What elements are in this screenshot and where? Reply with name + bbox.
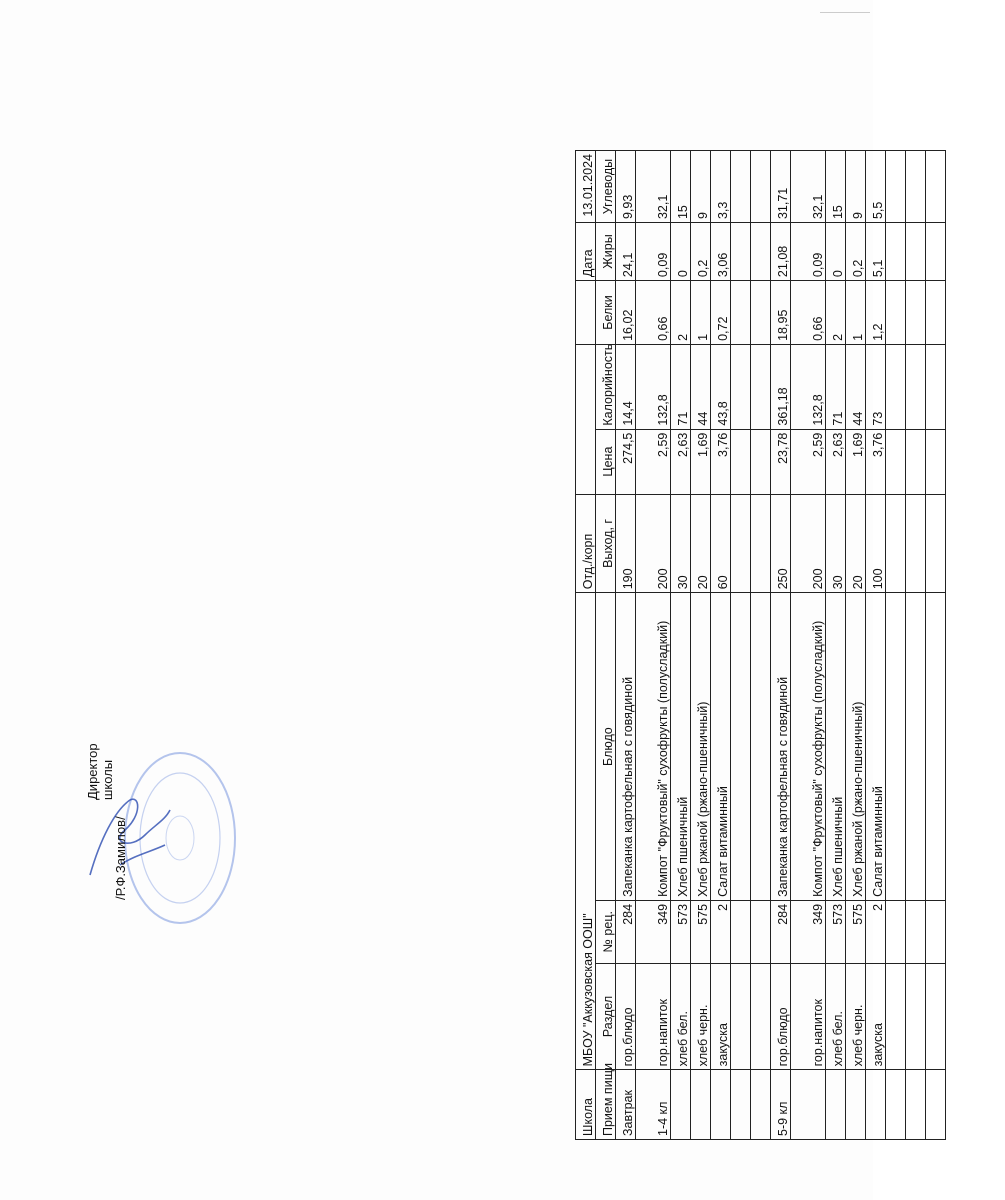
school-label: Школа: [576, 1070, 596, 1140]
cell-price: 3,76: [866, 429, 886, 494]
director-title: Директор школы: [85, 743, 115, 800]
cell-recipe: 2: [866, 900, 886, 963]
table-row: [866, 151, 886, 1140]
cell-calories: 361,18: [771, 344, 791, 429]
cell-output: 60: [711, 494, 731, 593]
cell-recipe: 284: [616, 900, 636, 963]
menu-table-container: [575, 150, 1005, 1140]
cell-dish: Запеканка картофельная с говядиной: [771, 593, 791, 901]
cell-calories: 44: [846, 344, 866, 429]
cell-dish: Хлеб ржаной (ржано-пшеничный): [846, 593, 866, 901]
cell-dish: Запеканка картофельная с говядиной: [616, 593, 636, 901]
menu-table: [575, 150, 946, 1140]
cell-section: закуска: [711, 963, 731, 1070]
cell-dish: Салат витаминный: [711, 593, 731, 901]
cell-output: 30: [671, 494, 691, 593]
cell-carbs: 32,1: [791, 151, 826, 223]
cell-carbs: 32,1: [636, 151, 671, 223]
empty-cell: [866, 1070, 886, 1140]
cell-fat: 0,09: [636, 223, 671, 281]
empty-cell: [826, 1070, 846, 1140]
cell-section: гор.напиток: [636, 963, 671, 1070]
empty-row: [886, 151, 906, 1140]
cell-calories: 71: [671, 344, 691, 429]
cell-recipe: 2: [711, 900, 731, 963]
col-recipe: № рец.: [596, 900, 616, 963]
cell-price: 1,69: [691, 429, 711, 494]
cell-dish: Салат витаминный: [866, 593, 886, 901]
cell-recipe: 349: [791, 900, 826, 963]
cell-dish: Хлеб ржаной (ржано-пшеничный): [691, 593, 711, 901]
cell-section: гор.блюдо: [616, 963, 636, 1070]
column-header-row: [596, 151, 616, 1140]
cell-output: 190: [616, 494, 636, 593]
cell-recipe: 573: [826, 900, 846, 963]
cell-calories: 44: [691, 344, 711, 429]
cell-fat: 0,2: [691, 223, 711, 281]
cell-calories: 43,8: [711, 344, 731, 429]
group-label: 1-4 кл: [636, 1070, 671, 1140]
cell-output: 200: [791, 494, 826, 593]
cell-output: 250: [771, 494, 791, 593]
cell-fat: 3,06: [711, 223, 731, 281]
cell-output: 200: [636, 494, 671, 593]
cell-price: 2,59: [636, 429, 671, 494]
empty-cell: [711, 1070, 731, 1140]
cell-price: 23,78: [771, 429, 791, 494]
cell-recipe: 575: [691, 900, 711, 963]
cell-protein: 0,66: [791, 281, 826, 345]
empty-row: [906, 151, 926, 1140]
cell-section: хлеб бел.: [671, 963, 691, 1070]
scan-edge-line: [820, 12, 870, 13]
empty-cell: [671, 1070, 691, 1140]
director-name: /Р.Ф.Замилов/: [113, 816, 128, 900]
cell-output: 100: [866, 494, 886, 593]
cell-calories: 132,8: [791, 344, 826, 429]
dept-label: Отд./корп: [576, 494, 596, 593]
table-row: [826, 151, 846, 1140]
col-output: Выход, г: [596, 494, 616, 593]
col-price: Цена: [596, 429, 616, 494]
empty-cell: [791, 1070, 826, 1140]
cell-calories: 71: [826, 344, 846, 429]
table-row: [616, 151, 636, 1140]
col-carbs: Углеводы: [596, 151, 616, 223]
cell-protein: 1: [846, 281, 866, 345]
cell-price: 3,76: [711, 429, 731, 494]
date-value: 13.01.2024: [576, 151, 596, 223]
school-name: МБОУ "Аккузовская ООШ": [576, 593, 596, 1070]
cell-calories: 73: [866, 344, 886, 429]
cell-section: закуска: [866, 963, 886, 1070]
cell-fat: 0,09: [791, 223, 826, 281]
header-row: [576, 151, 596, 1140]
cell-protein: 0,72: [711, 281, 731, 345]
cell-price: 2,63: [671, 429, 691, 494]
cell-protein: 1,2: [866, 281, 886, 345]
cell-calories: 14,4: [616, 344, 636, 429]
table-row: [636, 151, 671, 1140]
cell-carbs: 15: [826, 151, 846, 223]
cell-fat: 0: [671, 223, 691, 281]
empty-cell: [846, 1070, 866, 1140]
empty-cell: [691, 1070, 711, 1140]
cell-protein: 1: [691, 281, 711, 345]
cell-protein: 2: [826, 281, 846, 345]
cell-section: гор.блюдо: [771, 963, 791, 1070]
cell-protein: 2: [671, 281, 691, 345]
col-protein: Белки: [596, 281, 616, 345]
cell-fat: 0: [826, 223, 846, 281]
dept-value: [576, 344, 596, 494]
cell-protein: 18,95: [771, 281, 791, 345]
cell-recipe: 284: [771, 900, 791, 963]
cell-price: 2,63: [826, 429, 846, 494]
cell-fat: 24,1: [616, 223, 636, 281]
table-row: [771, 151, 791, 1140]
cell-output: 30: [826, 494, 846, 593]
empty-row: [751, 151, 771, 1140]
cell-dish: Хлеб пшеничный: [826, 593, 846, 901]
col-meal: Прием пищи: [596, 1070, 616, 1140]
cell-section: хлеб бел.: [826, 963, 846, 1070]
table-row: [671, 151, 691, 1140]
director-block: [85, 700, 145, 900]
table-row: [691, 151, 711, 1140]
cell-output: 20: [846, 494, 866, 593]
cell-carbs: 15: [671, 151, 691, 223]
table-row: [791, 151, 826, 1140]
cell-carbs: 3,3: [711, 151, 731, 223]
cell-output: 20: [691, 494, 711, 593]
col-dish: Блюдо: [596, 593, 616, 901]
date-label: Дата: [576, 223, 596, 281]
empty-row: [926, 151, 946, 1140]
col-fat: Жиры: [596, 223, 616, 281]
table-row: [846, 151, 866, 1140]
cell-calories: 132,8: [636, 344, 671, 429]
cell-protein: 16,02: [616, 281, 636, 345]
cell-carbs: 5,5: [866, 151, 886, 223]
col-section: Раздел: [596, 963, 616, 1070]
cell-dish: Компот "Фруктовый" сухофрукты (полусладкий): [791, 593, 826, 901]
cell-dish: Хлеб пшеничный: [671, 593, 691, 901]
cell-recipe: 349: [636, 900, 671, 963]
table-row: [711, 151, 731, 1140]
meal-name: Завтрак: [616, 1070, 636, 1140]
cell-carbs: 9: [846, 151, 866, 223]
cell-dish: Компот "Фруктовый" сухофрукты (полусладкий): [636, 593, 671, 901]
cell-price: 2,59: [791, 429, 826, 494]
col-calories: Калорийность: [596, 344, 616, 429]
cell-protein: 0,66: [636, 281, 671, 345]
cell-section: хлеб черн.: [846, 963, 866, 1070]
cell-recipe: 573: [671, 900, 691, 963]
cell-carbs: 31,71: [771, 151, 791, 223]
cell-recipe: 575: [846, 900, 866, 963]
cell-carbs: 9: [691, 151, 711, 223]
cell-price: 274,5: [616, 429, 636, 494]
cell-section: хлеб черн.: [691, 963, 711, 1070]
cell-fat: 21,08: [771, 223, 791, 281]
cell-price: 1,69: [846, 429, 866, 494]
empty-row: [731, 151, 751, 1140]
group-label: 5-9 кл: [771, 1070, 791, 1140]
cell-carbs: 9,93: [616, 151, 636, 223]
cell-fat: 5,1: [866, 223, 886, 281]
cell-fat: 0,2: [846, 223, 866, 281]
cell-section: гор.напиток: [791, 963, 826, 1070]
spacer-cell: [576, 281, 596, 345]
